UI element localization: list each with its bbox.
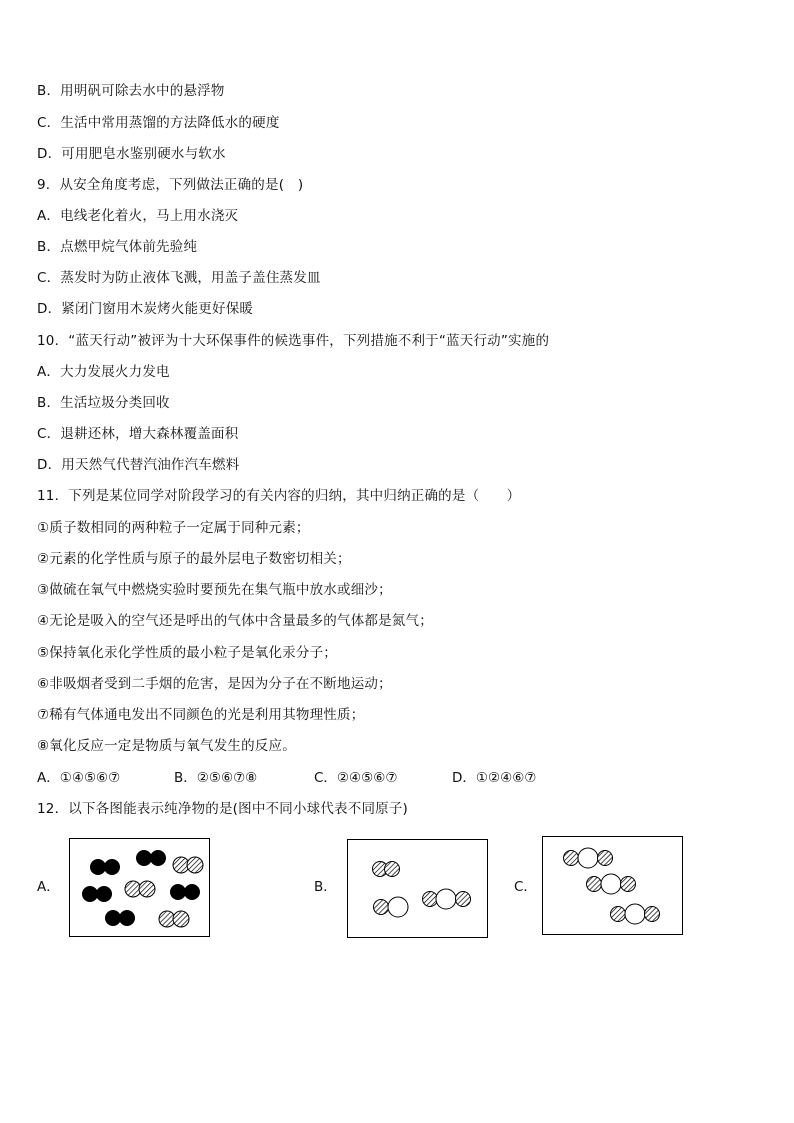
figure-a-molecules — [70, 839, 211, 938]
question-12: 12．以下各图能表示纯净物的是(图中不同小球代表不同原子) — [37, 801, 409, 817]
option-10d: D．用天然气代替汽油作汽车燃料 — [37, 457, 240, 473]
option-9d: D．紧闭门窗用木炭烤火能更好保暖 — [37, 301, 254, 317]
statement-7: ⑦稀有气体通电发出不同颜色的光是利用其物理性质； — [37, 707, 365, 723]
black-molecule — [136, 850, 166, 866]
figure-c-molecules — [543, 837, 684, 936]
option-9c: C．蒸发时为防止液体飞溅，用盖子盖住蒸发皿 — [37, 270, 321, 286]
black-molecule — [170, 884, 200, 900]
mixed-molecule — [374, 897, 409, 917]
option-10c: C．退耕还林，增大森林覆盖面积 — [37, 426, 239, 442]
figure-c-label: C． — [514, 879, 537, 895]
statement-3: ③做硫在氧气中燃烧实验时要预先在集气瓶中放水或细沙； — [37, 582, 392, 598]
option-8d: D．可用肥皂水鉴别硬水与软水 — [37, 146, 226, 162]
black-molecule — [105, 910, 135, 926]
black-molecule — [82, 886, 112, 902]
question-11: 11．下列是某位同学对阶段学习的有关内容的归纳，其中归纳正确的是（ ） — [37, 488, 521, 504]
triatomic-molecule — [564, 848, 613, 868]
black-molecule — [90, 859, 120, 875]
statement-8: ⑧氧化反应一定是物质与氧气发生的反应。 — [37, 738, 296, 754]
hatched-molecule — [125, 881, 155, 897]
question-9: 9．从安全角度考虑，下列做法正确的是( ) — [37, 177, 304, 193]
option-9b: B．点燃甲烷气体前先验纯 — [37, 239, 198, 255]
figure-b-molecules — [348, 840, 489, 939]
triatomic-molecule — [587, 874, 636, 894]
statement-5: ⑤保持氧化汞化学性质的最小粒子是氧化汞分子； — [37, 645, 338, 661]
triatomic-molecule — [423, 889, 471, 909]
hatched-molecule — [373, 862, 400, 877]
figure-b-label: B． — [314, 879, 337, 895]
hatched-molecule — [159, 911, 189, 927]
option-11a: A．①④⑤⑥⑦ — [37, 770, 121, 786]
statement-6: ⑥非吸烟者受到二手烟的危害，是因为分子在不断地运动； — [37, 676, 392, 692]
option-8c: C．生活中常用蒸馏的方法降低水的硬度 — [37, 115, 280, 131]
option-10a: A．大力发展火力发电 — [37, 364, 170, 380]
option-11c: C．②④⑤⑥⑦ — [314, 770, 398, 786]
option-11d: D．①②④⑥⑦ — [452, 770, 537, 786]
figure-b-box — [347, 839, 488, 938]
statement-4: ④无论是吸入的空气还是呼出的气体中含量最多的气体都是氮气； — [37, 613, 433, 629]
question-10: 10．“蓝天行动”被评为十大环保事件的候选事件，下列措施不利于“蓝天行动”实施的 — [37, 333, 550, 349]
triatomic-molecule — [611, 904, 660, 924]
option-11b: B．②⑤⑥⑦⑧ — [174, 770, 258, 786]
option-10b: B．生活垃圾分类回收 — [37, 395, 170, 411]
figure-a-box — [69, 838, 210, 937]
option-9a: A．电线老化着火，马上用水浇灭 — [37, 208, 239, 224]
figure-a-label: A． — [37, 879, 60, 895]
figure-c-box — [542, 836, 683, 935]
hatched-molecule — [173, 857, 203, 873]
statement-2: ②元素的化学性质与原子的最外层电子数密切相关； — [37, 551, 351, 567]
statement-1: ①质子数相同的两种粒子一定属于同种元素； — [37, 520, 310, 536]
option-8b: B．用明矾可除去水中的悬浮物 — [37, 83, 225, 99]
